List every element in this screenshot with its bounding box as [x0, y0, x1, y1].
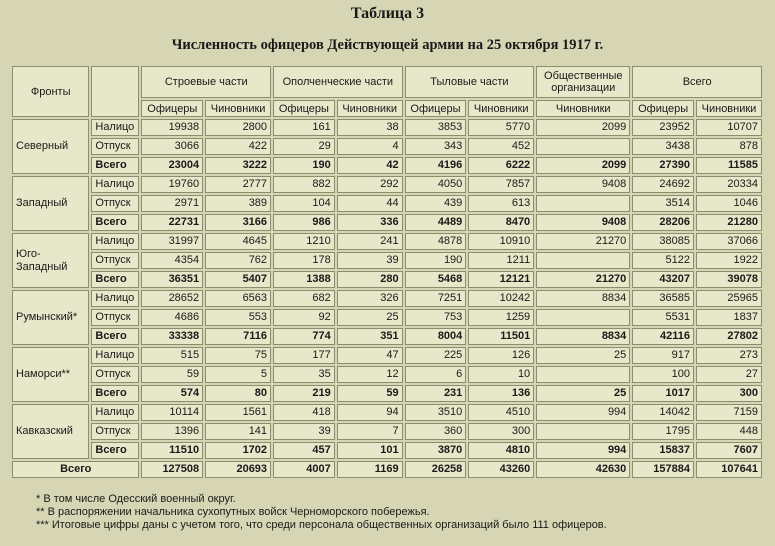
table-cell: 8834	[536, 328, 630, 345]
table-cell: 3510	[405, 404, 467, 421]
table-cell: 10910	[468, 233, 534, 250]
table-cell: 4510	[468, 404, 534, 421]
table-cell: 3438	[632, 138, 694, 155]
table-cell: 161	[273, 119, 335, 136]
table-cell: 5770	[468, 119, 534, 136]
table-cell: 1702	[205, 442, 271, 459]
table-row	[12, 119, 762, 136]
subheader-officials: Чиновники	[696, 100, 762, 117]
grand-total-cell: 127508	[141, 461, 203, 478]
table-cell: 20334	[696, 176, 762, 193]
table-cell: 292	[337, 176, 403, 193]
table-cell: 44	[337, 195, 403, 212]
table-cell: 753	[405, 309, 467, 326]
subheader-officers: Офицеры	[141, 100, 203, 117]
table-cell: 11585	[696, 157, 762, 174]
subheader-officials: Чиновники	[337, 100, 403, 117]
table-cell: 994	[536, 442, 630, 459]
table-cell: 10242	[468, 290, 534, 307]
row-label: Всего	[91, 385, 139, 402]
row-label: Всего	[91, 442, 139, 459]
table-cell: 7159	[696, 404, 762, 421]
header-line-units: Строевые части	[141, 66, 271, 98]
front-name: Наморси**	[12, 347, 89, 402]
table-cell: 1922	[696, 252, 762, 269]
table-cell: 42	[337, 157, 403, 174]
table-cell: 59	[337, 385, 403, 402]
table-cell: 9408	[536, 214, 630, 231]
table-cell: 4	[337, 138, 403, 155]
row-label: Налицо	[91, 347, 139, 364]
table-cell: 3853	[405, 119, 467, 136]
table-cell: 37066	[696, 233, 762, 250]
table-cell	[536, 309, 630, 326]
row-label: Налицо	[91, 290, 139, 307]
footnote-2: ** В распоряжении начальника сухопутных войск Черноморского побережья.	[36, 506, 430, 518]
front-name: Юго-Западный	[12, 233, 89, 288]
table-cell: 2777	[205, 176, 271, 193]
table-row	[12, 290, 762, 307]
table-cell: 141	[205, 423, 271, 440]
table-cell: 4050	[405, 176, 467, 193]
table-cell: 3870	[405, 442, 467, 459]
row-label: Всего	[91, 214, 139, 231]
table-cell	[536, 366, 630, 383]
table-cell: 15837	[632, 442, 694, 459]
table-cell: 4354	[141, 252, 203, 269]
grand-total-cell: 26258	[405, 461, 467, 478]
table-cell: 4686	[141, 309, 203, 326]
table-row	[12, 195, 762, 212]
table-cell: 1210	[273, 233, 335, 250]
table-body	[12, 119, 762, 478]
table-cell: 27390	[632, 157, 694, 174]
row-label: Всего	[91, 328, 139, 345]
header-blank	[91, 66, 139, 117]
table-row	[12, 328, 762, 345]
table-cell: 300	[468, 423, 534, 440]
table-cell: 38085	[632, 233, 694, 250]
table-cell: 774	[273, 328, 335, 345]
table-cell: 457	[273, 442, 335, 459]
table-cell: 47	[337, 347, 403, 364]
table-cell	[536, 195, 630, 212]
header-public-orgs: Общественные организации	[536, 66, 630, 98]
table-cell: 28206	[632, 214, 694, 231]
table-cell: 59	[141, 366, 203, 383]
table-cell: 19760	[141, 176, 203, 193]
grand-total-cell: 43260	[468, 461, 534, 478]
table-cell: 360	[405, 423, 467, 440]
table-cell: 36585	[632, 290, 694, 307]
table-cell: 9408	[536, 176, 630, 193]
row-label: Всего	[91, 271, 139, 288]
table-cell	[536, 423, 630, 440]
table-cell: 5468	[405, 271, 467, 288]
table-cell: 878	[696, 138, 762, 155]
table-row	[12, 176, 762, 193]
table-cell: 8004	[405, 328, 467, 345]
table-cell: 241	[337, 233, 403, 250]
header-militia-units: Ополченческие части	[273, 66, 403, 98]
table-cell: 25	[536, 385, 630, 402]
table-cell: 12	[337, 366, 403, 383]
table-cell: 1046	[696, 195, 762, 212]
table-cell: 4645	[205, 233, 271, 250]
header-total: Всего	[632, 66, 762, 98]
table-cell: 1388	[273, 271, 335, 288]
table-cell: 178	[273, 252, 335, 269]
table-cell: 39	[273, 423, 335, 440]
grand-total-cell: 42630	[536, 461, 630, 478]
table-cell: 27802	[696, 328, 762, 345]
table-cell: 422	[205, 138, 271, 155]
table-cell: 38	[337, 119, 403, 136]
table-cell: 351	[337, 328, 403, 345]
table-cell: 190	[273, 157, 335, 174]
table-cell: 1259	[468, 309, 534, 326]
row-label: Отпуск	[91, 252, 139, 269]
footnote-1: * В том числе Одесский военный округ.	[36, 493, 236, 505]
grand-total-cell: 157884	[632, 461, 694, 478]
table-cell: 25965	[696, 290, 762, 307]
table-cell: 280	[337, 271, 403, 288]
table-cell: 1795	[632, 423, 694, 440]
table-cell: 126	[468, 347, 534, 364]
table-cell: 3222	[205, 157, 271, 174]
table-cell: 515	[141, 347, 203, 364]
table-cell: 23952	[632, 119, 694, 136]
table-cell: 300	[696, 385, 762, 402]
table-cell: 1017	[632, 385, 694, 402]
table-cell: 136	[468, 385, 534, 402]
table-cell: 35	[273, 366, 335, 383]
table-cell: 5531	[632, 309, 694, 326]
table-cell: 29	[273, 138, 335, 155]
table-cell: 273	[696, 347, 762, 364]
table-cell: 4489	[405, 214, 467, 231]
table-cell: 39	[337, 252, 403, 269]
table-cell: 19938	[141, 119, 203, 136]
table-cell: 10114	[141, 404, 203, 421]
table-cell: 336	[337, 214, 403, 231]
row-label: Налицо	[91, 119, 139, 136]
table-cell: 22731	[141, 214, 203, 231]
table-cell: 31997	[141, 233, 203, 250]
header-fronts: Фронты	[12, 66, 89, 117]
table-cell: 80	[205, 385, 271, 402]
header-rear-units: Тыловые части	[405, 66, 535, 98]
table-cell: 14042	[632, 404, 694, 421]
table-cell: 21270	[536, 233, 630, 250]
table-cell: 11501	[468, 328, 534, 345]
table-cell: 36351	[141, 271, 203, 288]
table-cell: 4196	[405, 157, 467, 174]
table-cell: 43207	[632, 271, 694, 288]
table-cell: 11510	[141, 442, 203, 459]
row-label: Отпуск	[91, 309, 139, 326]
subheader-officers: Офицеры	[273, 100, 335, 117]
table-cell: 23004	[141, 157, 203, 174]
table-cell: 1396	[141, 423, 203, 440]
row-label: Налицо	[91, 176, 139, 193]
grand-total-label: Всего	[12, 461, 139, 478]
table-cell: 994	[536, 404, 630, 421]
table-cell: 882	[273, 176, 335, 193]
table-cell: 762	[205, 252, 271, 269]
table-cell: 94	[337, 404, 403, 421]
front-name: Румынский*	[12, 290, 89, 345]
table-cell: 2099	[536, 157, 630, 174]
table-cell: 24692	[632, 176, 694, 193]
table-cell: 3066	[141, 138, 203, 155]
table-cell: 6	[405, 366, 467, 383]
table-cell: 10707	[696, 119, 762, 136]
table-cell: 5407	[205, 271, 271, 288]
table-cell: 1561	[205, 404, 271, 421]
front-name: Кавказский	[12, 404, 89, 459]
table-cell: 6563	[205, 290, 271, 307]
table-cell: 33338	[141, 328, 203, 345]
table-row	[12, 366, 762, 383]
row-label: Отпуск	[91, 423, 139, 440]
table-cell: 4878	[405, 233, 467, 250]
table-cell: 2971	[141, 195, 203, 212]
table-cell: 418	[273, 404, 335, 421]
table-cell: 219	[273, 385, 335, 402]
table-cell: 27	[696, 366, 762, 383]
table-cell: 4810	[468, 442, 534, 459]
table-cell: 1211	[468, 252, 534, 269]
front-name: Северный	[12, 119, 89, 174]
table-cell: 5122	[632, 252, 694, 269]
table-cell: 100	[632, 366, 694, 383]
table-cell: 42116	[632, 328, 694, 345]
table-cell: 39078	[696, 271, 762, 288]
row-label: Отпуск	[91, 195, 139, 212]
row-label: Отпуск	[91, 366, 139, 383]
table-cell: 917	[632, 347, 694, 364]
table-cell: 1837	[696, 309, 762, 326]
footnote-3: *** Итоговые цифры даны с учетом того, что среди персонала общественных организаций было 111 офицеров.	[36, 519, 607, 531]
table-cell: 2800	[205, 119, 271, 136]
table-cell: 21270	[536, 271, 630, 288]
table-cell	[536, 252, 630, 269]
table-row	[12, 347, 762, 364]
table-cell: 5	[205, 366, 271, 383]
table-cell: 7857	[468, 176, 534, 193]
grand-total-cell: 20693	[205, 461, 271, 478]
table-cell: 231	[405, 385, 467, 402]
table-cell: 6222	[468, 157, 534, 174]
table-row	[12, 404, 762, 421]
table-cell	[536, 138, 630, 155]
table-row	[12, 138, 762, 155]
table-row	[12, 157, 762, 174]
footnotes	[36, 493, 607, 532]
table-row	[12, 385, 762, 402]
row-label: Отпуск	[91, 138, 139, 155]
table-cell: 553	[205, 309, 271, 326]
table-cell: 439	[405, 195, 467, 212]
table-cell: 28652	[141, 290, 203, 307]
front-name: Западный	[12, 176, 89, 231]
table-cell: 101	[337, 442, 403, 459]
table-cell: 7	[337, 423, 403, 440]
table-cell: 25	[536, 347, 630, 364]
table-row	[12, 252, 762, 269]
row-label: Налицо	[91, 404, 139, 421]
table-row	[12, 214, 762, 231]
table-cell: 92	[273, 309, 335, 326]
table-row	[12, 442, 762, 459]
table-cell: 448	[696, 423, 762, 440]
table-cell: 225	[405, 347, 467, 364]
table-cell: 452	[468, 138, 534, 155]
table-cell: 2099	[536, 119, 630, 136]
table-cell: 574	[141, 385, 203, 402]
grand-total-cell: 1169	[337, 461, 403, 478]
table-cell: 389	[205, 195, 271, 212]
table-cell: 326	[337, 290, 403, 307]
table-cell: 682	[273, 290, 335, 307]
table-row	[12, 271, 762, 288]
table-cell: 3514	[632, 195, 694, 212]
table-cell: 25	[337, 309, 403, 326]
table-cell: 343	[405, 138, 467, 155]
table-row	[12, 233, 762, 250]
table-cell: 21280	[696, 214, 762, 231]
table-cell: 12121	[468, 271, 534, 288]
table-cell: 177	[273, 347, 335, 364]
table-cell: 613	[468, 195, 534, 212]
table-cell: 986	[273, 214, 335, 231]
subheader-officers: Офицеры	[405, 100, 467, 117]
table-cell: 190	[405, 252, 467, 269]
row-label: Всего	[91, 157, 139, 174]
table-cell: 7251	[405, 290, 467, 307]
subheader-officials: Чиновники	[468, 100, 534, 117]
subheader-officials: Чиновники	[536, 100, 630, 117]
subheader-officers: Офицеры	[632, 100, 694, 117]
table-row	[12, 309, 762, 326]
grand-total-cell: 4007	[273, 461, 335, 478]
table-number: Таблица 3	[350, 5, 425, 22]
table-title: Численность офицеров Действующей армии на 25 октября 1917 г.	[171, 37, 604, 53]
table-row	[12, 423, 762, 440]
table-cell: 75	[205, 347, 271, 364]
table-cell: 8834	[536, 290, 630, 307]
row-label: Налицо	[91, 233, 139, 250]
table-cell: 10	[468, 366, 534, 383]
officers-table	[10, 64, 764, 480]
subheader-officials: Чиновники	[205, 100, 271, 117]
grand-total-cell: 107641	[696, 461, 762, 478]
table-cell: 104	[273, 195, 335, 212]
table-cell: 8470	[468, 214, 534, 231]
grand-total-row	[12, 461, 762, 478]
table-cell: 7116	[205, 328, 271, 345]
table-cell: 7607	[696, 442, 762, 459]
table-cell: 3166	[205, 214, 271, 231]
